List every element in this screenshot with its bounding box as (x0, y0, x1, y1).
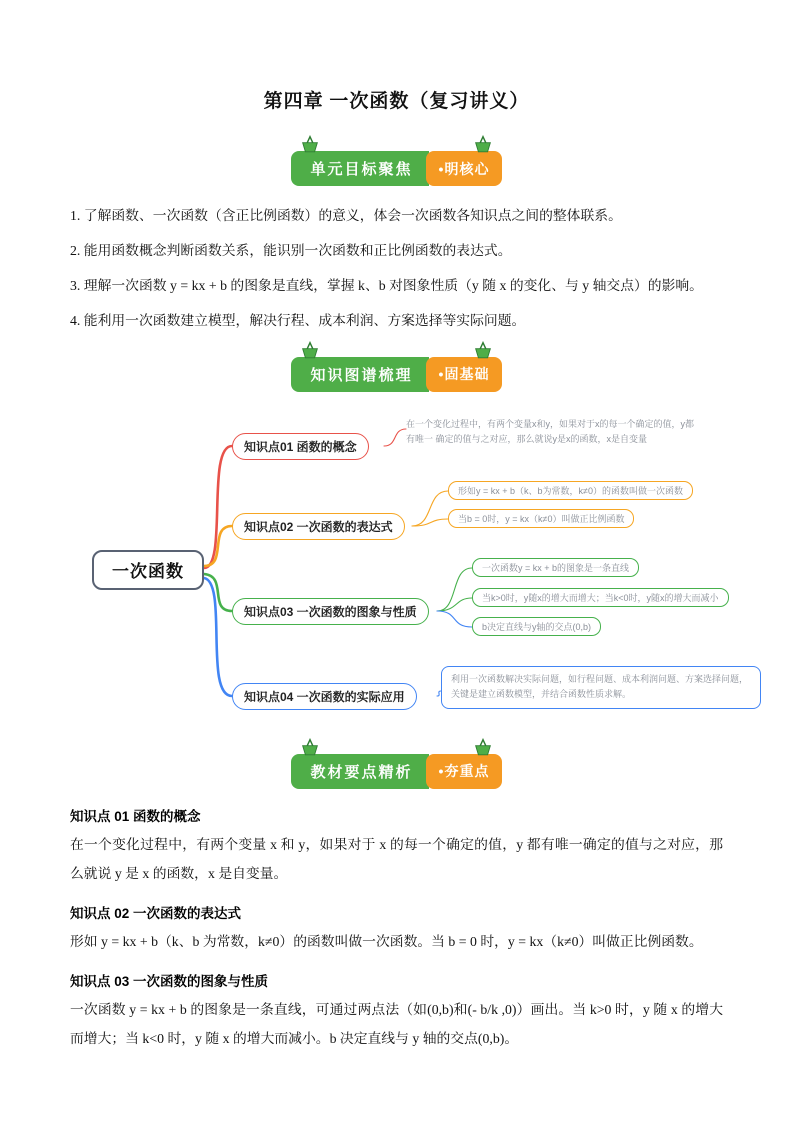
banner-row-unit-goals (70, 139, 723, 186)
objective-item: 3. 理解一次函数 y = kx + b 的图象是直线，掌握 k、b 对图象性质（y 随 x 的变化、与 y 轴交点）的影响。 (70, 278, 703, 294)
section-paragraph: 在一个变化过程中，有两个变量 x 和 y，如果对于 x 的每一个确定的值，y 都有唯一确定的值与之对应，那么就说 y 是 x 的函数，x 是自变量。 (70, 836, 723, 882)
mindmap-note: 一次函数y = kx + b的图象是一条直线 (472, 558, 639, 577)
mindmap-branch-node: 知识点01 函数的概念 (232, 433, 369, 460)
mindmap-note-line: 在一个变化过程中，有两个变量x和y，如果对于x的每一个确定的值，y都 (406, 418, 695, 429)
banner (291, 357, 503, 392)
note-line (412, 491, 448, 526)
section-heading: 知识点 03 一次函数的图象与性质 (70, 973, 269, 989)
mindmap-branch-node: 知识点03 一次函数的图象与性质 (232, 598, 429, 625)
binder-clip-icon (299, 135, 321, 154)
mindmap (0, 408, 793, 732)
section-heading: 知识点 01 函数的概念 (70, 808, 201, 824)
binder-clip-icon (472, 738, 494, 757)
knowledge-sections (70, 805, 723, 1054)
page-title: 第四章 一次函数（复习讲义） (263, 91, 530, 112)
banner-knowledge-map (291, 345, 503, 392)
note-line (384, 429, 406, 446)
mindmap-branch-node: 知识点04 一次函数的实际应用 (232, 683, 417, 710)
banner-tag-label: •固基础 (426, 357, 503, 392)
mindmap-note (406, 417, 694, 448)
banner-main-label: 知识图谱梳理 (291, 357, 429, 392)
mindmap-note: 形如y = kx + b（k、b为常数，k≠0）的函数叫做一次函数 (448, 481, 693, 500)
mindmap-note: 当k>0时，y随x的增大而增大；当k<0时，y随x的增大而减小 (472, 588, 729, 607)
banner (291, 754, 503, 789)
binder-clip-icon (472, 135, 494, 154)
mindmap-note: 当b = 0时，y = kx（k≠0）叫做正比例函数 (448, 509, 634, 528)
note-line (437, 611, 472, 627)
note-line (437, 568, 472, 611)
mindmap-root-node: 一次函数 (92, 550, 204, 590)
banner-main-label: 教材要点精析 (291, 754, 429, 789)
banner-tag-label: •明核心 (426, 151, 503, 186)
banner-key-points (291, 742, 503, 789)
section-paragraph: 一次函数 y = kx + b 的图象是一条直线，可通过两点法（如(0,b)和(- b/k ,0)）画出。当 k>0 时，y 随 x 的增大而增大；当 k<0 时，y 随 x 的增大而减小。b 决定直线与 y 轴的交点(0,b)。 (70, 1001, 723, 1047)
mindmap-note-line: 有唯一 确定的值与之对应，那么就说y是x的函数，x是自变量 (406, 433, 648, 444)
banner-main-label: 单元目标聚焦 (291, 151, 429, 186)
objective-item: 1. 了解函数、一次函数（含正比例函数）的意义，体会一次函数各知识点之间的整体联系。 (70, 208, 622, 223)
section-paragraph: 形如 y = kx + b（k、b 为常数，k≠0）的函数叫做一次函数。当 b = 0 时，y = kx（k≠0）叫做正比例函数。 (70, 933, 703, 949)
banner-unit-goals (291, 139, 503, 186)
branch-line (204, 526, 232, 566)
banner (291, 151, 503, 186)
banner-row-knowledge-map (70, 345, 723, 392)
binder-clip-icon (299, 738, 321, 757)
section-heading: 知识点 02 一次函数的表达式 (70, 905, 242, 921)
mindmap-note: b决定直线与y轴的交点(0,b) (472, 617, 601, 636)
banner-row-key-points (70, 742, 723, 789)
mindmap-branch-node: 知识点02 一次函数的表达式 (232, 513, 405, 540)
binder-clip-icon (299, 341, 321, 360)
mindmap-note: 利用一次函数解决实际问题，如行程问题、成本利润问题、方案选择问题，关键是建立函数模型，并结合函数性质求解。 (441, 666, 761, 710)
objective-item: 2. 能用函数概念判断函数关系，能识别一次函数和正比例函数的表达式。 (70, 243, 512, 259)
banner-tag-label: •夯重点 (426, 754, 503, 789)
objectives-list (70, 204, 723, 334)
note-line (437, 598, 472, 611)
objective-item: 4. 能利用一次函数建立模型，解决行程、成本利润、方案选择等实际问题。 (70, 313, 526, 329)
binder-clip-icon (472, 341, 494, 360)
